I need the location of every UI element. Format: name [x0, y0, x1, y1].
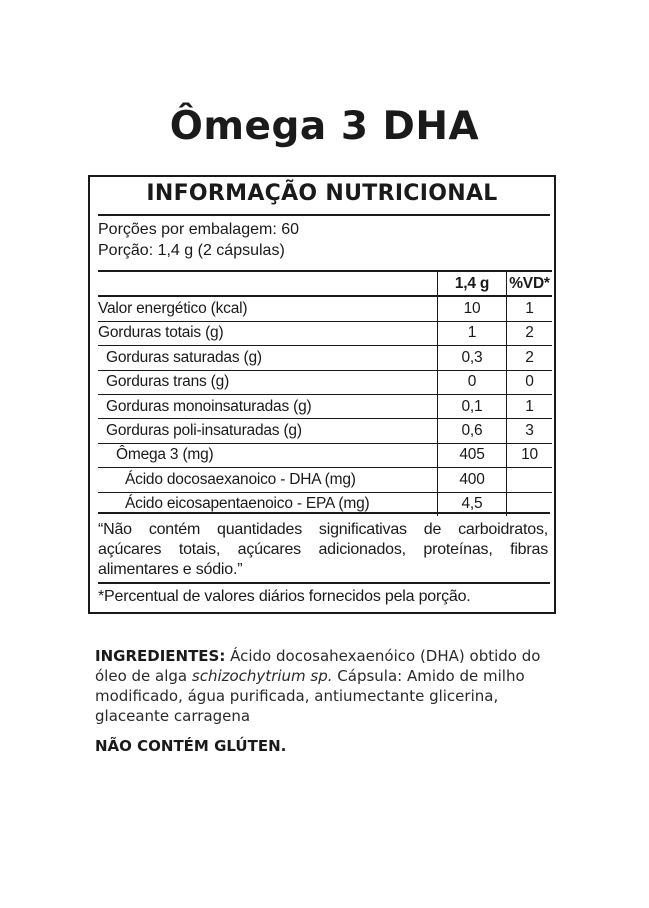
- ingredients-paragraph: [95, 646, 550, 726]
- table-row: [98, 468, 552, 492]
- nutrient-amount: 0,3: [438, 346, 507, 370]
- header-amount: 1,4 g: [438, 271, 507, 296]
- nutrition-heading: INFORMAÇÃO NUTRICIONAL: [146, 181, 498, 206]
- nutrient-name: Valor energético (kcal): [98, 296, 438, 321]
- nutrition-facts-panel: [88, 175, 556, 614]
- nutrient-amount: 0,1: [438, 394, 507, 418]
- nutrient-daily-value: 2: [507, 346, 553, 370]
- nutrient-daily-value: [507, 468, 553, 492]
- table-row: [98, 419, 552, 443]
- nutrient-daily-value: 1: [507, 394, 553, 418]
- nutrient-amount: 400: [438, 468, 507, 492]
- header-nutrient: [98, 271, 438, 296]
- table-row: [98, 370, 552, 394]
- nutrient-name: Ácido docosaexanoico - DHA (mg): [98, 468, 438, 492]
- table-row: [98, 296, 552, 321]
- table-row: [98, 394, 552, 418]
- gluten-statement: NÃO CONTÉM GLÚTEN.: [95, 737, 287, 755]
- nutrient-name: Gorduras trans (g): [98, 370, 438, 394]
- nutrition-table: [98, 270, 552, 516]
- nutrient-name: Ácido eicosapentaenoico - EPA (mg): [125, 495, 370, 513]
- note-divider: [98, 582, 550, 584]
- table-row: [98, 346, 552, 370]
- servings-per-package: Porções por embalagem: 60: [98, 221, 299, 238]
- table-row: [98, 443, 552, 467]
- nutrient-daily-value: 10: [507, 443, 553, 467]
- nutrient-amount: 0: [438, 370, 507, 394]
- serving-size: Porção: 1,4 g (2 cápsulas): [98, 242, 285, 259]
- nutrient-name: Ômega 3 (mg): [98, 443, 438, 467]
- nutrient-amount: 10: [438, 296, 507, 321]
- header-daily-value: %VD*: [507, 271, 553, 296]
- nutrient-amount: 1: [438, 321, 507, 345]
- nutrient-name: Gorduras poli-insaturadas (g): [98, 419, 438, 443]
- table-row: [98, 321, 552, 345]
- product-title: Ômega 3 DHA: [169, 104, 480, 149]
- nutrient-amount: 4,5: [438, 492, 507, 516]
- nutrient-daily-value: 3: [507, 419, 553, 443]
- daily-value-footnote: *Percentual de valores diários fornecidos pela porção.: [98, 588, 471, 605]
- nutrient-daily-value: 1: [507, 296, 553, 321]
- nutrient-amount: 405: [438, 443, 507, 467]
- ingredients-text-after: Cápsula: Amido de milho modificado, água purificada, antiumectante glicerina, glaceante carragena: [95, 667, 525, 725]
- table-header-row: [98, 271, 552, 296]
- nutrient-amount: 0,6: [438, 419, 507, 443]
- not-significant-note: “Não contém quantidades significativas de carboidratos, açúcares totais, açúcares adicionados, proteínas, fibras alimentares e sódio.”: [98, 521, 548, 578]
- heading-divider: [98, 214, 550, 216]
- table-bottom-divider: [98, 512, 550, 514]
- ingredients-scientific-name: schizochytrium sp.: [191, 667, 333, 685]
- nutrient-daily-value: 2: [507, 321, 553, 345]
- ingredients-label: INGREDIENTES:: [95, 647, 226, 665]
- nutrient-name: Gorduras totais (g): [98, 321, 438, 345]
- ingredients-text-before: Ácido docosahexaenóico (DHA) obtido do óleo de alga: [95, 647, 541, 685]
- nutrient-daily-value: 0: [507, 370, 553, 394]
- nutrient-name: Gorduras monoinsaturadas (g): [98, 394, 438, 418]
- nutrient-name: Gorduras saturadas (g): [98, 346, 438, 370]
